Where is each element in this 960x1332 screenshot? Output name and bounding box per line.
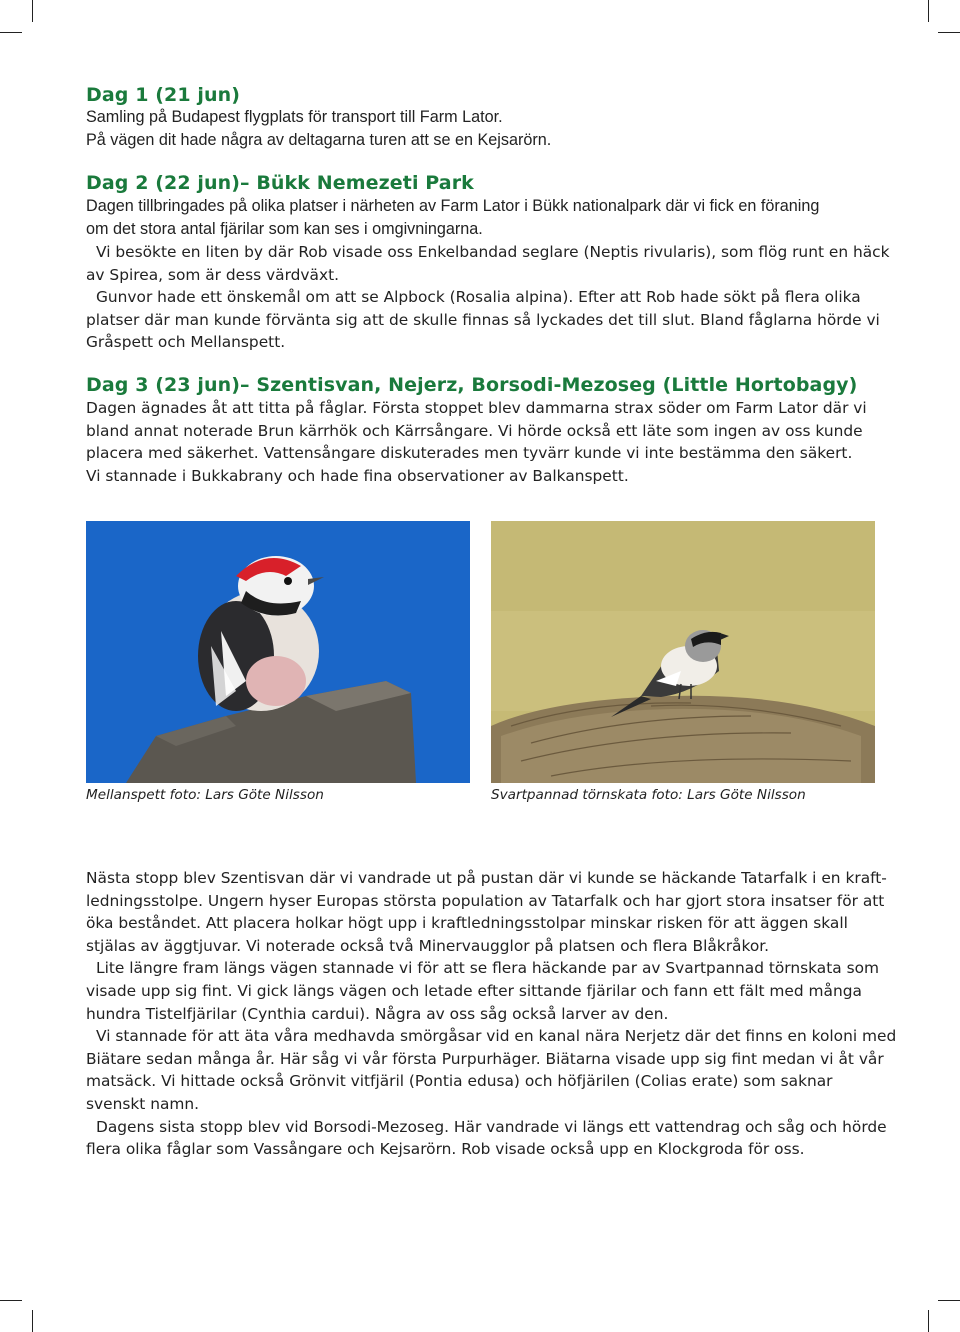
text-line: visade upp sig fint. Vi gick längs vägen och letade efter sittande fjärilar och fann ett fält med många bbox=[86, 981, 862, 1000]
day3-body bbox=[86, 397, 876, 487]
text-line: Vi stannade för att äta våra medhavda smörgåsar vid en kanal nära Nerjetz där det finns en koloni med bbox=[96, 1027, 897, 1046]
text-line: stjälas av äggtjuvar. Vi noterade också två Minervaugglor på platsen och flera Blåkråkor. bbox=[86, 936, 770, 955]
text-line: Lite längre fram längs vägen stannade vi för att se flera häckande par av Svartpannad törnskata som bbox=[96, 959, 879, 978]
text-line: hundra Tistelfjärilar (Cynthia cardui). Några av oss såg också larver av den. bbox=[86, 1004, 669, 1023]
woodpecker-caption: Mellanspett foto: Lars Göte Nilsson bbox=[86, 787, 324, 803]
woodpecker-photo bbox=[86, 521, 470, 783]
text-line: placera med säkerhet. Vattensångare diskuterades men tyvärr kunde vi inte bestämma den säkert. bbox=[86, 444, 853, 463]
day1-heading: Dag 1 (21 jun) bbox=[86, 84, 241, 106]
shrike-photo bbox=[491, 521, 875, 783]
text-line: Vi stannade i Bukkabrany och hade fina observationer av Balkanspett. bbox=[86, 466, 629, 485]
day2-body bbox=[86, 241, 890, 354]
text-line: Gunvor hade ett önskemål om att se Alpbock (Rosalia alpina). Efter att Rob hade sökt på flera olika bbox=[96, 288, 861, 307]
text-line: öka beståndet. Att placera holkar högt upp i kraftledningsstolpar minskar risken för att äggen skall bbox=[86, 914, 848, 933]
text-line: matsäck. Vi hittade också Grönvit vitfjäril (Pontia edusa) och höfjärilen (Colias erate) som saknar bbox=[86, 1072, 833, 1091]
crop-mark bbox=[32, 0, 33, 22]
text-line: bland annat noterade Brun kärrhök och Kärrsångare. Vi hörde också ett läte som ingen av oss kunde bbox=[86, 421, 863, 440]
crop-mark bbox=[938, 32, 960, 33]
crop-mark bbox=[0, 32, 22, 33]
crop-mark bbox=[0, 1300, 22, 1301]
text-line: Vi besökte en liten by där Rob visade oss Enkelbandad seglare (Neptis rivularis), som flög runt en häck bbox=[96, 243, 890, 261]
day3-heading: Dag 3 (23 jun)– Szentisvan, Nejerz, Borsodi-Mezoseg (Little Hortobagy) bbox=[86, 374, 858, 396]
text-line: om det stora antal fjärilar som kan ses i omgivningarna. bbox=[86, 219, 483, 238]
crop-mark bbox=[928, 1310, 929, 1332]
text-line: På vägen dit hade några av deltagarna turen att se en Kejsarörn. bbox=[86, 130, 552, 149]
text-line: Dagen ägnades åt att titta på fåglar. Första stoppet blev dammarna strax söder om Farm Lator där vi bbox=[86, 399, 867, 417]
crop-mark bbox=[938, 1300, 960, 1301]
text-line: av Spirea, som är dess värdväxt. bbox=[86, 265, 339, 284]
text-line: Nästa stopp blev Szentisvan där vi vandrade ut på pustan där vi kunde se häckande Tatarfalk i en kraft- bbox=[86, 869, 887, 887]
text-line: ledningsstolpe. Ungern hyser Europas största population av Tatarfalk och har gjort stora insatser för att bbox=[86, 891, 885, 910]
shrike-caption: Svartpannad törnskata foto: Lars Göte Nilsson bbox=[491, 787, 806, 803]
text-line: Biätare sedan många år. Här såg vi vår första Purpurhäger. Biätarna visade upp sig fint medan vi åt vår bbox=[86, 1049, 884, 1068]
text-line: Dagen tillbringades på olika platser i närheten av Farm Lator i Bükk nationalpark där vi fick en föraning bbox=[86, 197, 820, 215]
text-line: svenskt namn. bbox=[86, 1094, 200, 1113]
text-line: Samling på Budapest flygplats för transport till Farm Lator. bbox=[86, 108, 503, 126]
day2-heading: Dag 2 (22 jun)– Bükk Nemezeti Park bbox=[86, 172, 474, 194]
day1-body bbox=[86, 106, 876, 151]
continuation-body bbox=[86, 867, 897, 1161]
day2-intro bbox=[86, 195, 876, 240]
text-line: flera olika fåglar som Vassångare och Kejsarörn. Rob visade också upp en Klockgroda för oss. bbox=[86, 1140, 805, 1159]
crop-mark bbox=[32, 1310, 33, 1332]
crop-mark bbox=[928, 0, 929, 22]
text-line: Gråspett och Mellanspett. bbox=[86, 333, 286, 352]
text-line: Dagens sista stopp blev vid Borsodi-Mezoseg. Här vandrade vi längs ett vattendrag och såg och hörde bbox=[96, 1117, 887, 1136]
text-line: platser där man kunde förvänta sig att de skulle finnas så lyckades det till slut. Bland fåglarna hörde vi bbox=[86, 310, 880, 329]
